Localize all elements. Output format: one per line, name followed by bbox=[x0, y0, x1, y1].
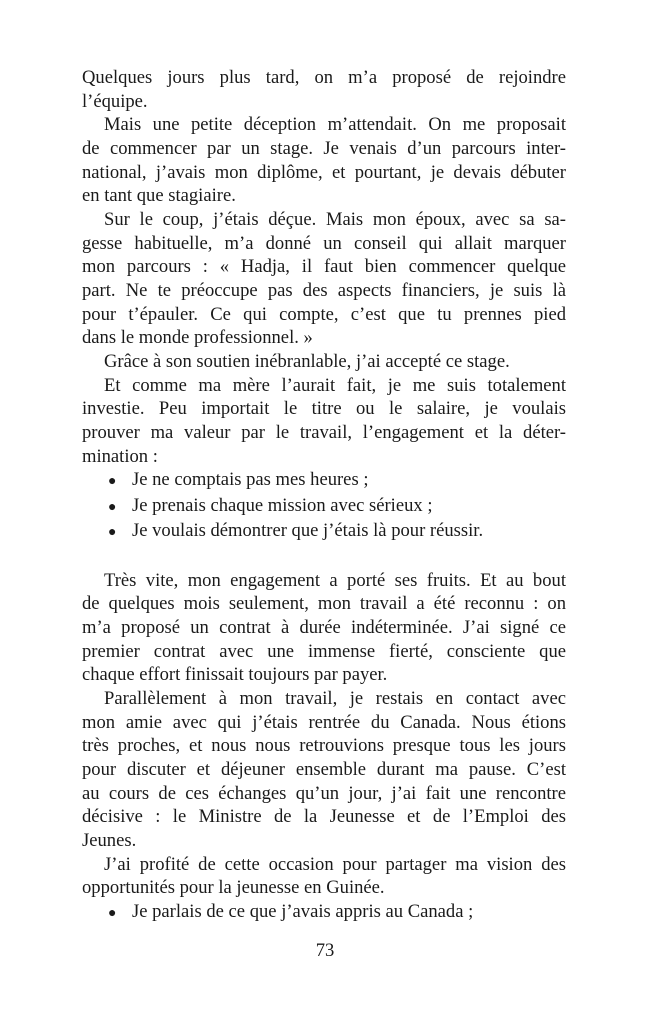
text-line: Sur le coup, j’étais déçue. Mais mon époux, avec sa sa- bbox=[104, 208, 566, 230]
text-line: m’a proposé un contrat à durée indéterminée. J’ai signé ce bbox=[82, 617, 566, 639]
text-line: décisive : le Ministre de la Jeunesse et de l’Emploi des bbox=[82, 806, 566, 828]
text-line: pour discuter et déjeuner ensemble durant ma pause. C’est bbox=[82, 759, 566, 781]
text-line: gesse habituelle, m’a donné un conseil qui allait marquer bbox=[82, 232, 566, 254]
text-line: premier contrat avec une immense fierté, consciente que bbox=[82, 640, 566, 662]
text-line: en tant que stagiaire. bbox=[82, 185, 236, 207]
text-line: de commencer par un stage. Je venais d’un parcours inter- bbox=[82, 137, 566, 159]
text-line: Mais une petite déception m’attendait. On me proposait bbox=[104, 114, 566, 136]
text-line: Et comme ma mère l’aurait fait, je me suis totalement bbox=[104, 374, 566, 396]
text-line: très proches, et nous nous retrouvions presque tous les jours bbox=[82, 735, 566, 757]
bullet-text: Je ne comptais pas mes heures ; bbox=[132, 469, 369, 491]
text-line: Très vite, mon engagement a porté ses fruits. Et au bout bbox=[104, 569, 566, 591]
text-line: mon amie avec qui j’étais rentrée du Canada. Nous étions bbox=[82, 711, 566, 733]
bullet-icon: ● bbox=[108, 525, 117, 541]
text-line: Jeunes. bbox=[82, 829, 137, 851]
bullet-icon: ● bbox=[108, 499, 117, 515]
bullet-item bbox=[82, 900, 566, 926]
paragraph-spacer bbox=[82, 545, 566, 569]
bullet-item bbox=[82, 494, 566, 520]
text-line: Grâce à son soutien inébranlable, j’ai accepté ce stage. bbox=[104, 350, 510, 372]
bullet-item bbox=[82, 468, 566, 494]
bullet-item bbox=[82, 519, 566, 545]
bullet-icon: ● bbox=[108, 474, 117, 490]
text-line: chaque effort finissait toujours par payer. bbox=[82, 664, 388, 686]
text-line: mination : bbox=[82, 445, 158, 467]
bullet-icon: ● bbox=[108, 905, 117, 921]
text-line: Parallèlement à mon travail, je restais en contact avec bbox=[104, 688, 566, 710]
body-text bbox=[82, 66, 566, 926]
bullet-text: Je voulais démontrer que j’étais là pour réussir. bbox=[132, 520, 484, 542]
text-line: dans le monde professionnel. » bbox=[82, 327, 313, 349]
text-line: Quelques jours plus tard, on m’a proposé de rejoindre bbox=[82, 67, 566, 88]
text-line: l’équipe. bbox=[82, 90, 148, 112]
text-line: national, j’avais mon diplôme, et pourtant, je devais débuter bbox=[82, 161, 566, 183]
bullet-text: Je parlais de ce que j’avais appris au Canada ; bbox=[132, 900, 474, 922]
text-line: mon parcours : « Hadja, il faut bien commencer quelque bbox=[82, 256, 566, 278]
page-number: 73 bbox=[315, 940, 335, 961]
text-line: de quelques mois seulement, mon travail a été reconnu : on bbox=[82, 593, 566, 615]
text-line: part. Ne te préoccupe pas des aspects financiers, je suis là bbox=[82, 279, 566, 301]
text-line: opportunités pour la jeunesse en Guinée. bbox=[82, 877, 385, 899]
text-line: J’ai profité de cette occasion pour partager ma vision des bbox=[104, 853, 566, 875]
text-line: au cours de ces échanges qu’un jour, j’ai fait une rencontre bbox=[82, 782, 566, 804]
text-line: investie. Peu importait le titre ou le salaire, je voulais bbox=[82, 398, 566, 420]
text-line: pour t’épauler. Ce qui compte, c’est que tu prennes pied bbox=[82, 303, 566, 325]
bullet-text: Je prenais chaque mission avec sérieux ; bbox=[132, 494, 433, 516]
text-line: prouver ma valeur par le travail, l’engagement et la déter- bbox=[82, 421, 566, 443]
